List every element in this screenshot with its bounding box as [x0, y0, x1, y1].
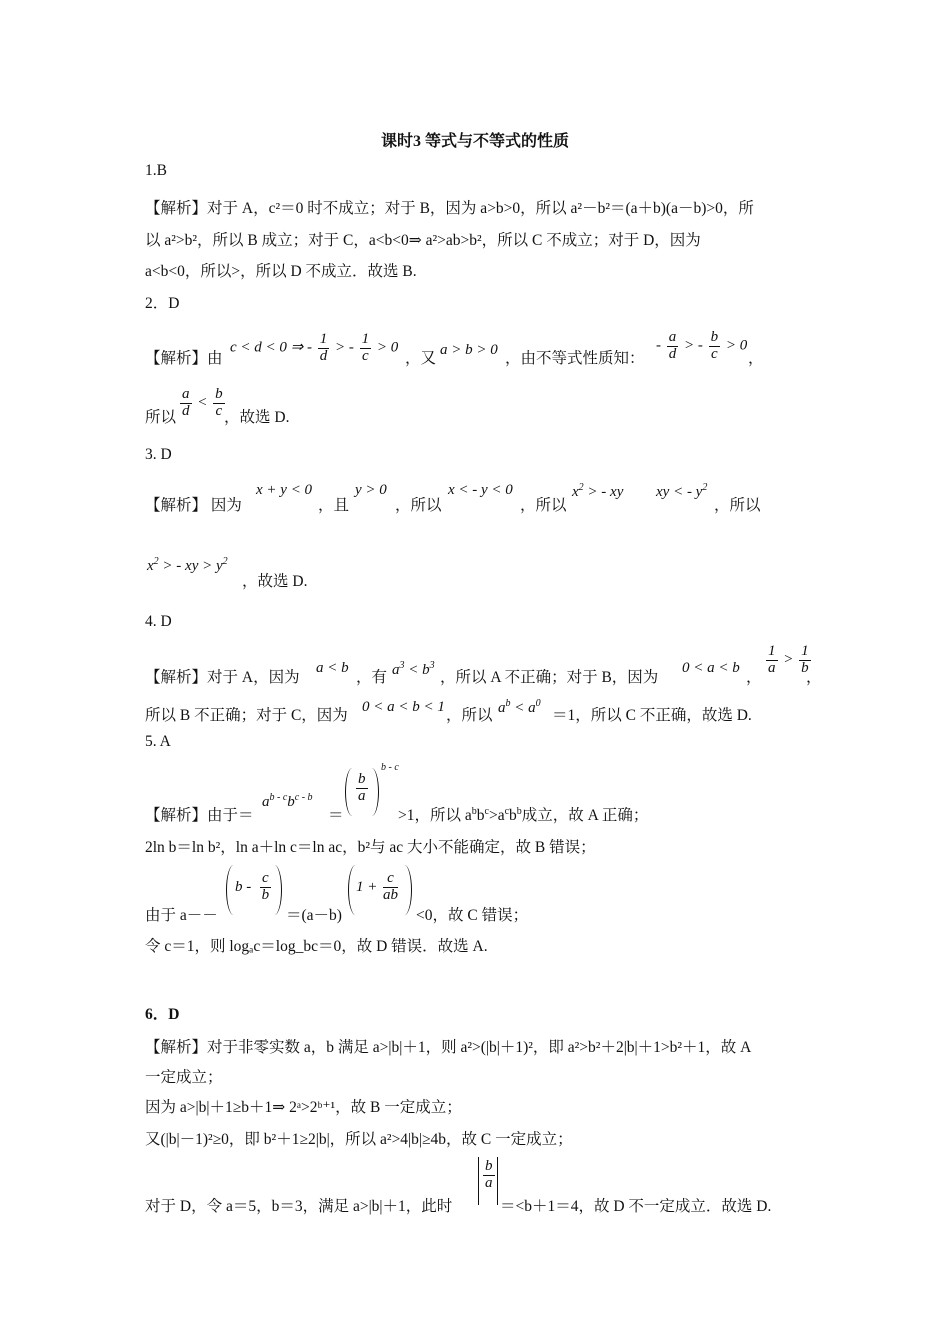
q4-formula-1: a < b: [316, 660, 349, 676]
q3-text-and: ，且: [318, 497, 350, 514]
q1-solution-line3: a<b<0，所以>，所以 D 不成立．故选 B.: [145, 263, 417, 280]
q4-formula-4: $\frac{1}{a}$ > $\frac{1}{b}$: [768, 643, 809, 676]
q3-text-so2: ，所以: [520, 497, 567, 514]
q5-formula-2: b a b - c: [345, 768, 405, 818]
q6-solution-line1: 【解析】对于非零实数 a，b 满足 a>|b|＋1，则 a²>(|b|＋1)²，即 a²>b²＋2|b|＋1>b²＋1，故 A: [145, 1039, 752, 1056]
q5-formula-1: $a^{b - c}b^{c - b}$: [262, 792, 313, 810]
q6-solution-line4: 又(|b|－1)²≥0，即 b²＋1≥2|b|，所以 a²>4|b|≥4b，故 C 一定成立；: [145, 1131, 573, 1148]
q2-answer: 2．D: [145, 295, 180, 312]
q3-formula-3: x < - y < 0: [448, 482, 513, 498]
q4-conclusion: ＝1，所以 C 不正确，故选 D.: [552, 707, 752, 724]
q4-answer: 4. D: [145, 613, 172, 630]
q5-equals: ＝: [328, 807, 344, 824]
q5-answer: 5. A: [145, 733, 171, 750]
q5-text-gt1-a: >1，所以 a: [398, 807, 472, 824]
q3-text-so3: ，所以: [714, 497, 761, 514]
q5-line3-label: 由于 a－－: [145, 907, 218, 924]
q4-formula-2: $a^3 < b^3$: [392, 660, 435, 678]
q6-solution-line2: 一定成立；: [145, 1069, 223, 1086]
q4-formula-3: 0 < a < b: [682, 660, 740, 676]
q3-formula-1: x + y < 0: [256, 482, 313, 498]
q4-text-have: ，有: [356, 669, 388, 686]
q1-solution-line1: 【解析】对于 A，c²＝0 时不成立；对于 B，因为 a>b>0，所以 a²－b²＝(a＋b)(a－b)>0，所: [145, 200, 754, 217]
q2-conclusion: ，故选 D.: [224, 409, 290, 426]
q5-solution-line4: 令 c＝1，则 logₐc＝log_bc＝0，故 D 错误．故选 A.: [145, 938, 488, 955]
q4-comma1: ，: [746, 669, 762, 686]
q3-answer: 3. D: [145, 446, 172, 463]
q4-formula-6: $a^b < a^0$: [498, 698, 541, 716]
q5-text-gt1-c: >a: [488, 807, 505, 824]
q5-formula-3: b - c b: [226, 865, 286, 917]
q4-formula-5: 0 < a < b < 1: [362, 699, 445, 715]
q6-answer: 6．D: [145, 1006, 180, 1023]
q5-text-gt1-b: b: [476, 807, 485, 824]
q4-line2-label: 所以 B 不正确；对于 C，因为: [145, 707, 348, 724]
q5-text-gt1-d: b: [509, 807, 517, 824]
q4-comma2: ，: [806, 669, 822, 686]
q5-text-gt1-e: 成立，故 A 正确；: [521, 807, 649, 824]
q2-solution-label: 【解析】由: [145, 350, 223, 367]
q3-formula-6: $x^2$ > - xy > $y^2$: [147, 556, 228, 574]
q1-answer: 1.B: [145, 162, 167, 179]
q6-conclusion: ＝<b＋1＝4，故 D 不一定成立．故选 D.: [500, 1198, 772, 1215]
q5-formula-4: 1 + c ab: [348, 865, 414, 917]
q5-text-gt1: >1，所以 $a^bb^c>a^cb^b$成立，故 A 正确；: [398, 805, 649, 824]
q3-solution-label: 【解析】 因为: [145, 497, 242, 514]
q5-solution-line2: 2ln b＝ln b²，ln a＋ln c＝ln ac，b²与 ac 大小不能确定，故 B 错误；: [145, 839, 596, 856]
q6-solution-line3: 因为 a>|b|＋1≥b＋1⇒ 2ᵃ>2ᵇ⁺¹，故 B 一定成立；: [145, 1099, 462, 1116]
q5-text-c-wrong: <0，故 C 错误；: [416, 907, 529, 924]
q3-formula-4: $x^2$ > - xy: [572, 482, 624, 500]
q2-comma: ，: [748, 350, 764, 367]
q6-line5-label: 对于 D，令 a＝5，b＝3，满足 a>|b|＋1，此时: [145, 1198, 453, 1215]
q6-formula-abs: b a: [476, 1157, 500, 1207]
q2-formula-1-text: c < d < 0 ⇒ -: [230, 339, 316, 356]
q2-formula-3: - $\frac{a}{d}$ > - $\frac{b}{c}$ > 0: [656, 329, 748, 362]
q2-formula-1: c < d < 0 ⇒ - $\frac{1}{d}$ > - $\frac{1}{c}$ > 0: [230, 331, 399, 364]
q4-text-a-wrong: ，所以 A 不正确；对于 B，因为: [440, 669, 659, 686]
q2-text-you: ，又: [405, 350, 437, 367]
q4-text-so: ，所以: [446, 707, 493, 724]
q5-text-ab: ＝(a－b): [286, 907, 342, 924]
q4-solution-label: 【解析】对于 A，因为: [145, 669, 300, 686]
q2-line2-label: 所以: [145, 409, 177, 426]
q2-formula-2: a > b > 0: [440, 342, 498, 358]
q2-formula-4: $\frac{a}{d}$ < $\frac{b}{c}$: [182, 386, 223, 419]
q3-formula-2: y > 0: [355, 482, 387, 498]
q3-conclusion: ，故选 D.: [242, 573, 308, 590]
q3-text-so1: ，所以: [395, 497, 442, 514]
q2-text-property: ，由不等式性质知：: [505, 350, 645, 367]
q5-solution-label: 【解析】由于＝: [145, 807, 254, 824]
q3-formula-5: xy < - $y^2$: [656, 482, 708, 500]
page-title: 课时3 等式与不等式的性质: [380, 133, 569, 150]
q1-solution-line2: 以 a²>b²，所以 B 成立；对于 C，a<b<0⇒ a²>ab>b²，所以 C 不成立；对于 D，因为: [145, 232, 701, 249]
